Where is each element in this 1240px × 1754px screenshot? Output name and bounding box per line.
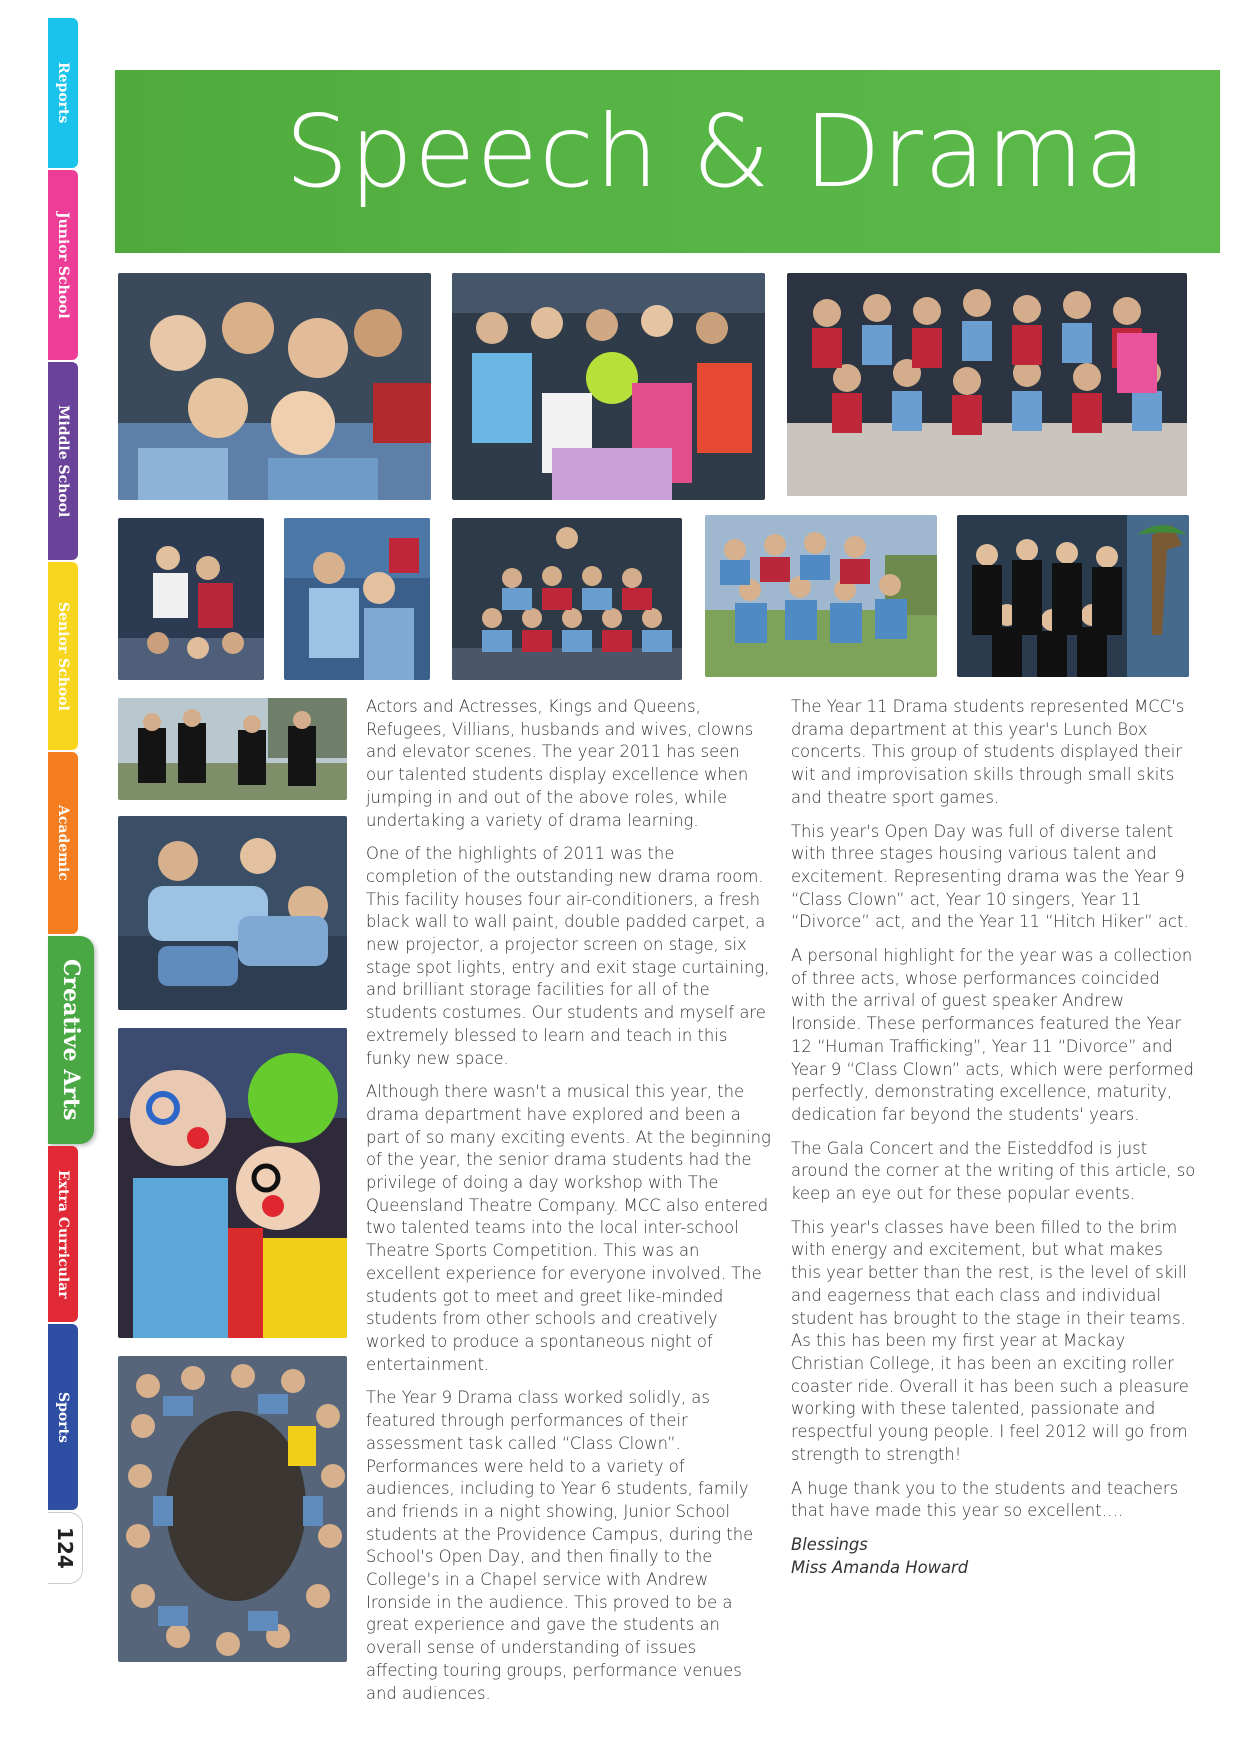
- paragraph: One of the highlights of 2011 was the completion of the outstanding new drama room. This facility houses four air-conditioners, a fresh black wall to wall paint, double padded carpet, a new projector, a projector screen on stage, six stage spot lights, entry and exit stage curtaining, and brilliant storage facilities for all of the students costumes. Our students and myself are extremely blessed to learn and teach in this funky new space.: [366, 844, 770, 1068]
- tab-label: Sports: [55, 1391, 71, 1443]
- paragraph: A personal highlight for the year was a collection of three acts, whose performances coincided with the arrival of guest speaker Andrew Ironside. These performances featured the Year 12 “Human Trafficking”, Year 11 “Divorce” and Year 9 “Class Clown” acts, which were performed perfectly, demonstrating excellence, maturity, dedication far beyond the students' years.: [791, 946, 1194, 1124]
- tab-sports[interactable]: [48, 1324, 78, 1510]
- tab-label: Creative Arts: [58, 959, 84, 1121]
- paragraph: The Year 9 Drama class worked solidly, as featured through performances of their assessment task called “Class Clown”. Performances were held to a variety of audiences, including to Year 6 students, family and friends in a night showing, Junior School students at the Providence Campus, during the School's Open Day, and then finally to the College's in a Chapel service with Andrew Ironside in the audience. This proved to be a great experience and gave the students an overall sense of understanding of issues affecting touring groups, performance venues and audiences.: [366, 1388, 754, 1703]
- tab-label: Academic: [55, 805, 71, 881]
- article-column-left: [366, 696, 771, 1716]
- tab-label: Reports: [55, 62, 71, 124]
- photo-class-clowns-group: [787, 273, 1187, 496]
- photo-clown-faces-closeup: [118, 1028, 347, 1338]
- paragraph: This year's classes have been filled to the brim with energy and excitement, but what makes this year better than the rest, is the level of skill and eagerness that each class and individual student has brought to the stage in their teams. As this has been my first year at Mackay Christian College, it has been an exciting roller coaster ride. Overall it has been such a pleasure working with these talented, passionate and respectful young people. I feel 2012 will go from strength to strength!: [791, 1217, 1189, 1464]
- tab-reports[interactable]: [48, 18, 78, 168]
- photo-human-pyramid: [452, 518, 682, 680]
- photo-students-tumbling: [118, 816, 347, 1010]
- signature-greeting: Blessings: [791, 1534, 868, 1554]
- photo-pyramid-pose: [118, 518, 264, 680]
- tab-label: Senior School: [55, 601, 71, 711]
- paragraph: The Year 11 Drama students represented MCC's drama department at this year's Lunch Box concerts. This group of students displayed their wit and improvisation skills through small skits and theatre sport games.: [791, 697, 1185, 807]
- title-banner: [115, 70, 1220, 253]
- tab-junior-school[interactable]: [48, 170, 78, 360]
- page-title: Speech & Drama: [285, 93, 1147, 210]
- tab-senior-school[interactable]: [48, 562, 78, 750]
- signature-name: Miss Amanda Howard: [791, 1557, 969, 1577]
- tab-label: Middle School: [55, 404, 71, 518]
- photo-outdoor-group: [705, 515, 937, 677]
- page-number-tab: [48, 1512, 83, 1584]
- photo-circle-overhead: [118, 1356, 347, 1662]
- photo-group-students-1: [118, 273, 431, 500]
- paragraph: A huge thank you to the students and teachers that have made this year so excellent….: [791, 1478, 1179, 1521]
- tab-middle-school[interactable]: [48, 362, 78, 560]
- photo-black-costumes: [957, 515, 1189, 677]
- photo-costume-group: [452, 273, 765, 500]
- tab-label: Junior School: [55, 211, 71, 319]
- tab-academic[interactable]: [48, 752, 78, 934]
- paragraph: Actors and Actresses, Kings and Queens, Refugees, Villians, husbands and wives, clowns and elevator scenes. The year 2011 has seen our talented students display excellence when jumping in and out of the above roles, while undertaking a variety of drama learning.: [366, 697, 754, 830]
- article-column-right: [791, 696, 1196, 1579]
- tab-label: Extra Curricular: [55, 1169, 71, 1299]
- tab-extra-curricular[interactable]: [48, 1146, 78, 1322]
- photo-tug-of-war: [118, 698, 347, 800]
- paragraph: The Gala Concert and the Eisteddfod is just around the corner at the writing of this article, so keep an eye out for these popular events.: [791, 1138, 1196, 1204]
- page-number: 124: [53, 1527, 77, 1569]
- tab-creative-arts[interactable]: [48, 936, 94, 1144]
- paragraph: This year's Open Day was full of diverse talent with three stages housing various talent and excitement. Representing drama was the Year 9 “Class Clown” act, Year 10 singers, Year 11 “Divorce” act, and the Year 11 “Hitch Hiker” act.: [791, 821, 1189, 932]
- photo-students-leaning: [284, 518, 430, 680]
- paragraph: Although there wasn't a musical this year, the drama department have explored and been a part of so many exciting events. At the beginning of the year, the senior drama students had the privilege of doing a day workshop with The Queensland Theatre Company. MCC also entered two talented teams into the local inter-school Theatre Sports Competition. This was an excellent experience for everyone involved. The students got to meet and greet like-minded students from other schools and creatively worked to produce a spontaneous night of entertainment.: [366, 1082, 771, 1374]
